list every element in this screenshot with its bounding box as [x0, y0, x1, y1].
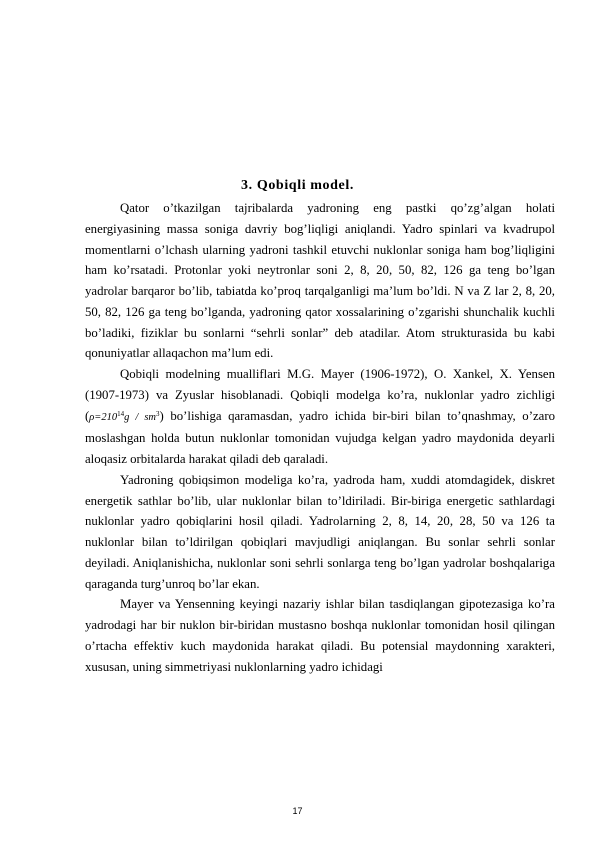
paragraph-shell-levels: Yadroning qobiqsimon modeliga ko’ra, yadroda ham, xuddi atomdagidek, diskret energetik sathlar bo’lib, ular nuklonlar bilan to’ldiriladi. Bir-biriga energetic sathlardagi nuklonlar yadro qobiqlarini hosil qiladi. Yadrolarning 2, 8, 14, 20, 28, 50 va 126 ta nuklonlar bilan to’ldirilgan qobiqlari mavjudligi aniqlangan. Bu sonlar sehrli sonlar deyiladi. Aniqlanishicha, nuklonlar soni sehrli sonlarga teng bo’lgan yadrolar boshqalariga qaraganda turg’unroq bo’lar ekan. — [85, 472, 555, 591]
density-formula-unit: g / sm — [124, 411, 156, 423]
paragraph-authors-text-end: ) bo’lishiga qaramasdan, yadro ichida bir-biri bilan to’qnashmay, o’zaro moslashgan holda butun nuklonlar tomonidan vujudga kelgan yadro maydonida deyarli aloqasiz orbitalarda harakat qiladi deb qaraladi. — [85, 408, 555, 466]
page-number: 17 — [292, 806, 303, 816]
density-formula — [89, 409, 160, 423]
density-formula-exponent: 14 — [117, 409, 125, 418]
paragraph-periodicity: Qator o’tkazilgan tajribalarda yadroning eng pastki qo’zg’algan holati energiyasining massa soniga davriy bog’liqligi aniqlandi. Yadro spinlari va kvadrupol momentlarni o’lchash ularning yadroni tashkil etuvchi nuklonlar soniga ham bog’liqligini ham ko’rsatadi. Protonlar yoki neytronlar soni 2, 8, 20, 50, 82, 126 ga teng bo’lgan yadrolar barqaror bo’lib, tabiatda ko’proq tarqalganligi ma’lum bo’ldi. N va Z lar 2, 8, 20, 50, 82, 126 ga teng bo’lganda, yadroning qator xossalarining o’zgarishi shunchalik kuchli bo’ladiki, fiziklar bu sonlarni “sehrli sonlar” deb atadilar. Atom strukturasida bu kabi qonuniyatlar allaqachon ma’lum edi. — [85, 201, 555, 361]
density-formula-unit-exponent: 3 — [156, 409, 160, 418]
paragraph-authors-text-start: Qobiqli modelning mualliflari M.G. Mayer (1906-1972), O. Xankel, X. Yensen (1907-1973) va Zyuslar hisoblanadi. Qobiqli modelga ko’ra, nuklonlar yadro zichligi ( — [85, 367, 555, 423]
section-title: 3. Qobiqli model. — [241, 178, 354, 193]
density-formula-base: ρ=210 — [89, 411, 118, 423]
body-text — [85, 198, 555, 677]
paragraph-authors — [85, 364, 555, 470]
paragraph-mayer-jensen: Mayer va Yensenning keyingi nazariy ishlar bilan tasdiqlangan gipotezasiga ko’ra yadrodagi har bir nuklon bir-biridan mustasno boshqa nuklonlar tomonidan hosil qilingan o’rtacha effektiv kuch maydonida harakat qiladi. Bu potensial maydonning xarakteri, xususan, uning simmetriyasi nuklonlarning yadro ichidagi — [85, 597, 555, 674]
